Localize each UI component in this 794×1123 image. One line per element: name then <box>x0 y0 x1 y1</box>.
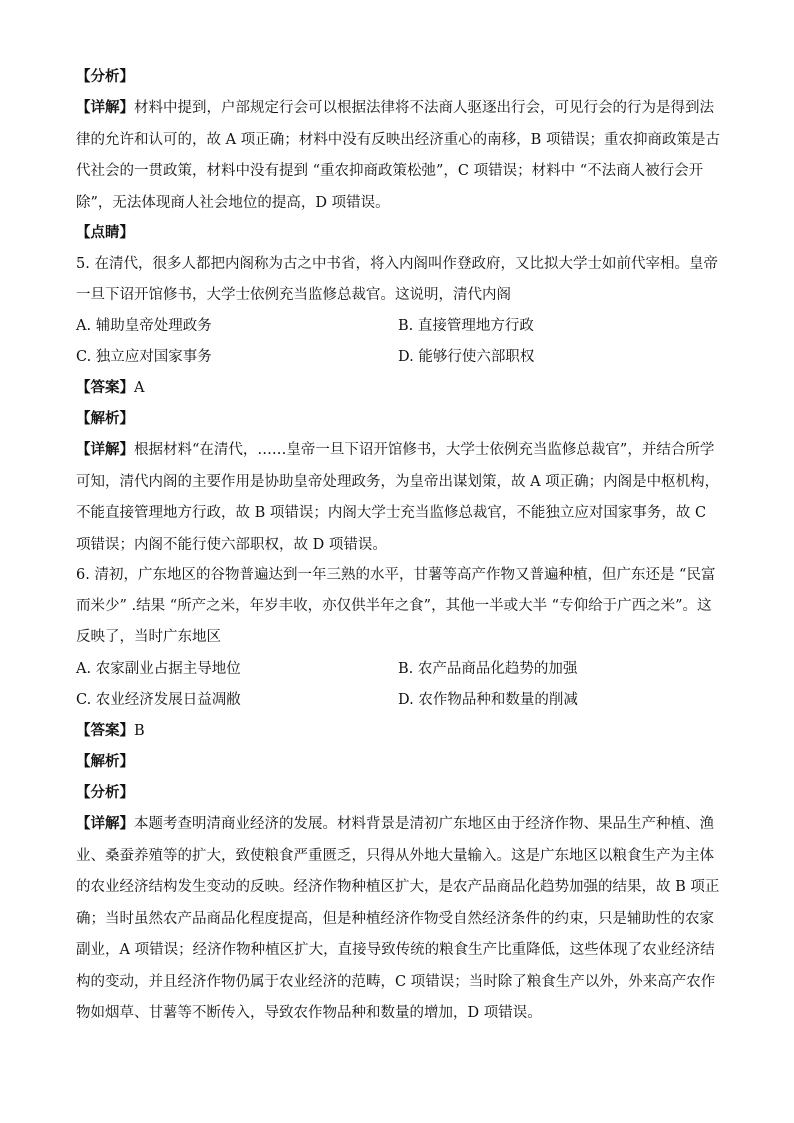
q6-answer-tag: 【答案】 <box>76 723 134 739</box>
analysis-tag: 【分析】 <box>76 69 134 85</box>
q5-answer-tag: 【答案】 <box>76 380 134 396</box>
q6-detail-paragraph <box>76 809 724 1030</box>
q6-detail-tag: 【详解】 <box>76 816 134 832</box>
pointer-heading <box>76 218 724 250</box>
q5-detail-tag: 【详解】 <box>76 442 134 458</box>
q6-detail-text: 本题考查明清商业经济的发展。材料背景是清初广东地区由于经济作物、果品生产种植、渔业、桑蚕养殖等的扩大，致使粮食严重匮乏，只得从外地大量输入。这是广东地区以粮食生产为主体的农业经济结构发生变动的反映。经济作物种植区扩大，是农产品商品化趋势加强的结果，故 B 项正确；当时虽然农产品商品化程度提高，但是种植经济作物受自然经济条件的约束，只是辅助性的农家副业，A 项错误；经济作物种植区扩大，直接导致传统的粮食生产比重降低，这些体现了农业经济结构的变动，并且经济作物仍属于农业经济的范畴，C 项错误；当时除了粮食生产以外，外来高产农作物如烟草、甘薯等不断传入，导致农作物品种和数量的增加，D 项错误。 <box>76 816 720 1021</box>
q5-answer: A <box>134 380 145 396</box>
q5-option-d: D. 能够行使六部职权 <box>398 349 535 365</box>
q6-option-c: C. 农业经济发展日益凋敝 <box>76 692 241 708</box>
analysis-heading <box>76 62 724 94</box>
q5-option-a: A. 辅助皇帝处理政务 <box>76 318 212 334</box>
q6-explain-heading <box>76 747 724 779</box>
q5-option-c: C. 独立应对国家事务 <box>76 349 212 365</box>
q6-option-a: A. 农家副业占据主导地位 <box>76 661 241 677</box>
detail-text: 材料中提到，户部规定行会可以根据法律将不法商人驱逐出行会，可见行会的行为是得到法律的允许和认可的，故 A 项正确；材料中没有反映出经济重心的南移，B 项错误；重农抑商政策是古代社会的一贯政策，材料中没有提到 “重农抑商政策松弛”，C 项错误；材料中 “不法商人被行会开除”，无法体现商人社会地位的提高，D 项错误。 <box>76 100 720 211</box>
q6-analysis-tag: 【分析】 <box>76 785 134 801</box>
q5-answer-line <box>76 373 724 405</box>
detail-paragraph <box>76 93 724 219</box>
q6-option-b: B. 农产品商品化趋势的加强 <box>398 661 578 677</box>
q5-explain-tag: 【解析】 <box>76 411 134 427</box>
q6-option-d: D. 农作物品种和数量的削减 <box>398 692 578 708</box>
q5-option-b: B. 直接管理地方行政 <box>398 318 534 334</box>
q6-analysis-heading <box>76 778 724 810</box>
detail-tag: 【详解】 <box>76 100 134 116</box>
question-6-stem: 6. 清初，广东地区的谷物普遍达到一年三熟的水平，甘薯等高产作物又普遍种植，但广东还是 “民富而米少” .结果 “所产之米，年岁丰收，亦仅供半年之食”，其他一半或大半 “专仰给于广西之米”。这反映了，当时广东地区 <box>76 567 716 645</box>
q6-answer-line <box>76 716 724 748</box>
q6-explain-tag: 【解析】 <box>76 754 134 770</box>
q5-detail-text: 根据材料“在清代，……皇帝一旦下诏开馆修书，大学士依例充当监修总裁官”，并结合所学可知，清代内阁的主要作用是协助皇帝处理政务，为皇帝出谋划策，故 A 项正确；内阁是中枢机构，不能直接管理地方行政，故 B 项错误；内阁大学士充当监修总裁官，不能独立应对国家事务，故 C 项错误；内阁不能行使六部职权，故 D 项错误。 <box>76 442 720 553</box>
pointer-tag: 【点睛】 <box>76 225 134 241</box>
q5-explain-heading <box>76 404 724 436</box>
q5-detail-paragraph <box>76 435 724 561</box>
q6-answer: B <box>134 723 145 739</box>
question-5-stem: 5. 在清代，很多人都把内阁称为古之中书省，将入内阁叫作登政府，又比拟大学士如前代宰相。皇帝一旦下诏开馆修书，大学士依例充当监修总裁官。这说明，清代内阁 <box>76 256 718 303</box>
